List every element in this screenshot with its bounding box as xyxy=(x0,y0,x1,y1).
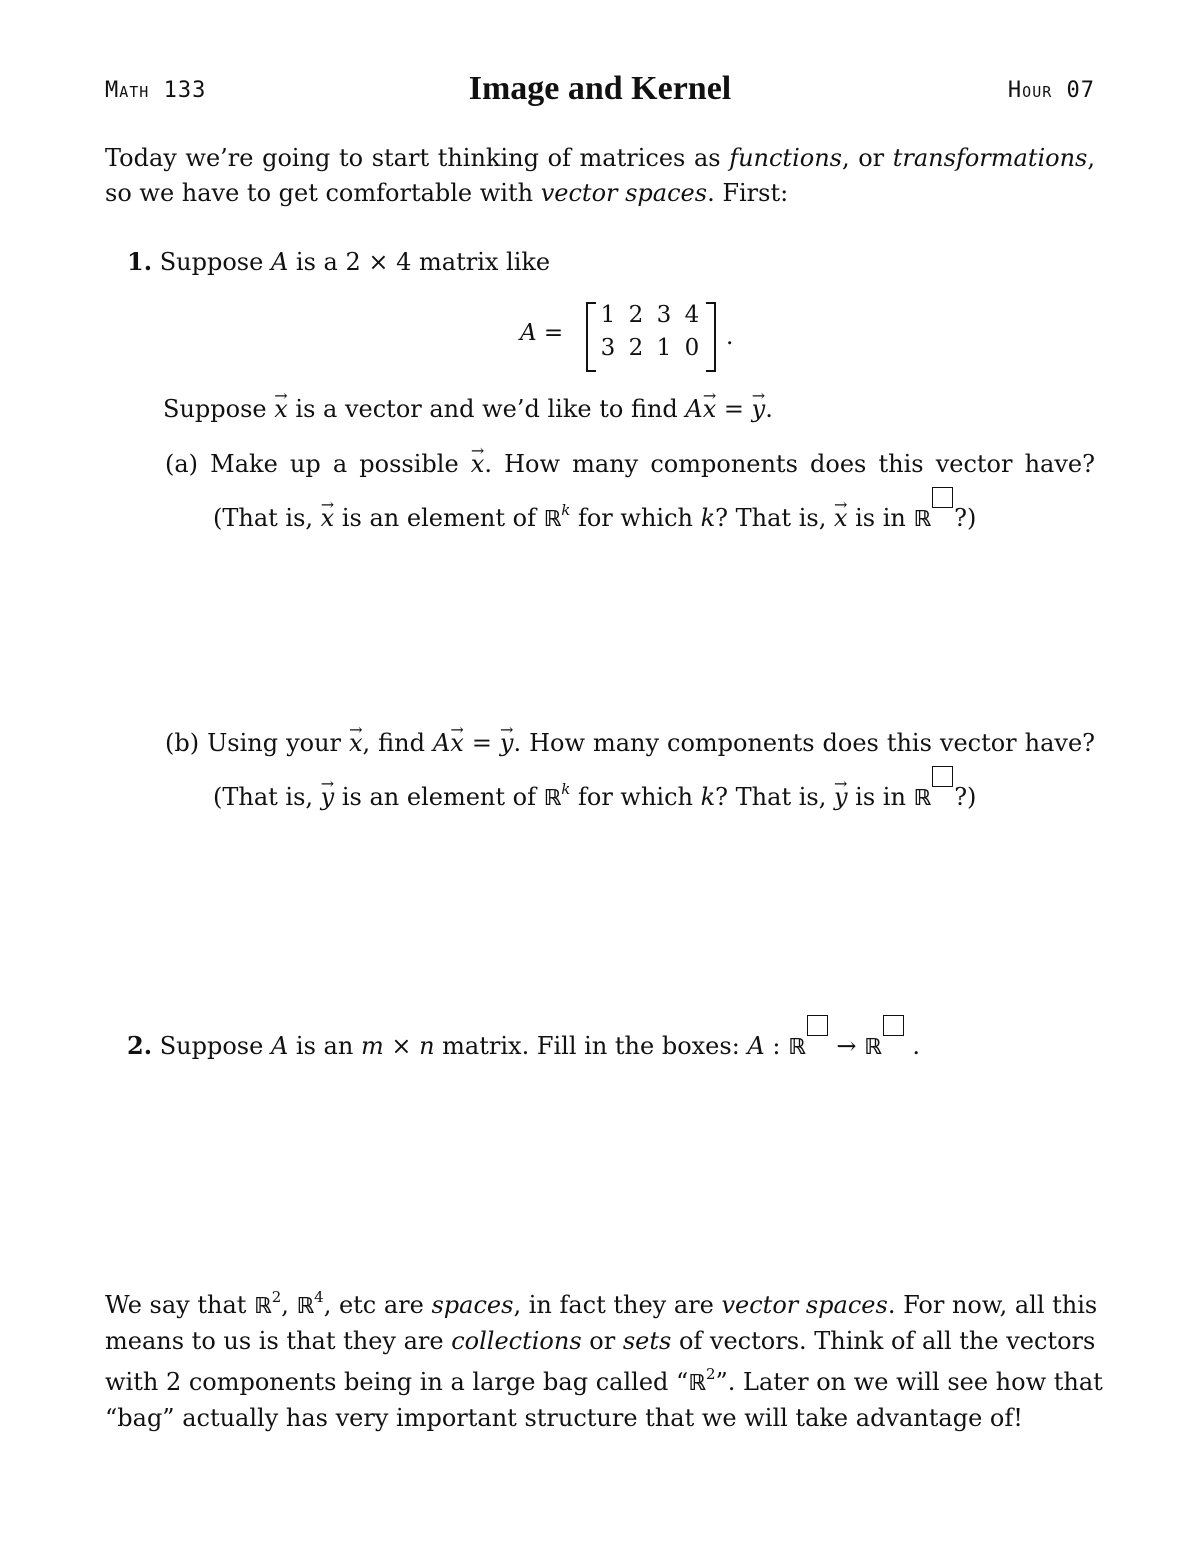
closing-paragraph: We say that ℝ$^2$, ℝ$^4$, etc are spaces, in fact they are vector spaces. For now, all this means to us is that they are collections or sets of vectors. Think of all the vectors with 2 components being in a large bag called “ℝ$^2$”. Later on we will see how that “bag” actually has very important structure that we will take advantage of! xyxy=(105,1288,1103,1432)
question-2: 2. Suppose A is an m × n matrix. Fill in the boxes: A : ℝ → ℝ . xyxy=(127,1028,1077,1065)
codomain-blank-box[interactable] xyxy=(883,1015,904,1036)
intro-line-2: so we have to get comfortable with vector spaces. First: xyxy=(105,179,789,207)
matrix-cell: 1 xyxy=(656,335,672,361)
matrix-entries xyxy=(594,302,706,368)
matrix-cell: 4 xyxy=(684,302,700,328)
part-b-label: (b) xyxy=(165,729,200,757)
intro-line-1: Today we’re going to start thinking of matrices as functions, or transformations, xyxy=(105,144,1096,172)
question-1-stem: 1. Suppose A is a 2 × 4 matrix like xyxy=(127,247,551,276)
right-bracket xyxy=(706,302,716,372)
vector-y: → y xyxy=(752,392,766,427)
worksheet-page: Math 133 Image and Kernel Hour 07 Today we’re going to start thinking of matrices as functions, or transformations, so we have to get comfortable with vector spaces. First: 1. Suppose A is a 2 × 4 matrix like A = 1 2 3 4 3 2 1 0 . Suppose → x is a vector and we’d like to find A→ x = → y. (a) Make up a possible → x. How many components does this vector have? (That is, → x is an element of ℝ$^k$ for which k? That is, → x is in ℝ ?) (b) Using your → x, find A→ x = → y. How many components does this vector have? (That is, → y is an element of ℝ$^k$ for which k? That is, → y is in ℝ ?) 2. Suppose A is an m × n matrix. Fill in the boxes: A : ℝ → ℝ . We say that ℝ$^2$, ℝ$^4$, etc are spaces, in fact they are vector spaces. For now, all this means to us is that they are collections or sets of vectors. Think of all the vectors with 2 components being in a large bag called “ℝ$^2$”. Later on we will see how that “bag” actually has very important structure that we will take advantage of! xyxy=(0,0,1200,1553)
course-label: Math 133 xyxy=(105,78,207,103)
blank-box[interactable] xyxy=(932,766,953,787)
blank-box[interactable] xyxy=(932,487,953,508)
question-1a: (a) Make up a possible → x. How many components does this vector have? (That is, → x is an element of ℝ$^k$ for which k? That is, → x is in ℝ ?) xyxy=(165,447,1095,537)
domain-blank-box[interactable] xyxy=(807,1015,828,1036)
part-a-label: (a) xyxy=(165,450,199,478)
question-1b: (b) Using your → x, find A→ x = → y. How many components does this vector have? (That is, → y is an element of ℝ$^k$ for which k? That is, → y is in ℝ ?) xyxy=(165,726,1095,816)
question-2-number: 2. xyxy=(127,1031,153,1060)
matrix-cell: 3 xyxy=(656,302,672,328)
intro-paragraph xyxy=(105,141,1095,211)
matrix-cell: 3 xyxy=(600,335,616,361)
matrix-cell: 2 xyxy=(628,302,644,328)
question-1-context: Suppose → x is a vector and we’d like to find A→ x = → y. xyxy=(163,392,1063,427)
question-1-number: 1. xyxy=(127,247,153,276)
vector-x: → x xyxy=(274,392,288,427)
matrix-cell: 2 xyxy=(628,335,644,361)
hour-label: Hour 07 xyxy=(1007,78,1095,103)
page-title: Image and Kernel xyxy=(468,70,732,107)
matrix-cell: 0 xyxy=(684,335,700,361)
matrix-label: A = xyxy=(520,320,564,346)
matrix-cell: 1 xyxy=(600,302,616,328)
